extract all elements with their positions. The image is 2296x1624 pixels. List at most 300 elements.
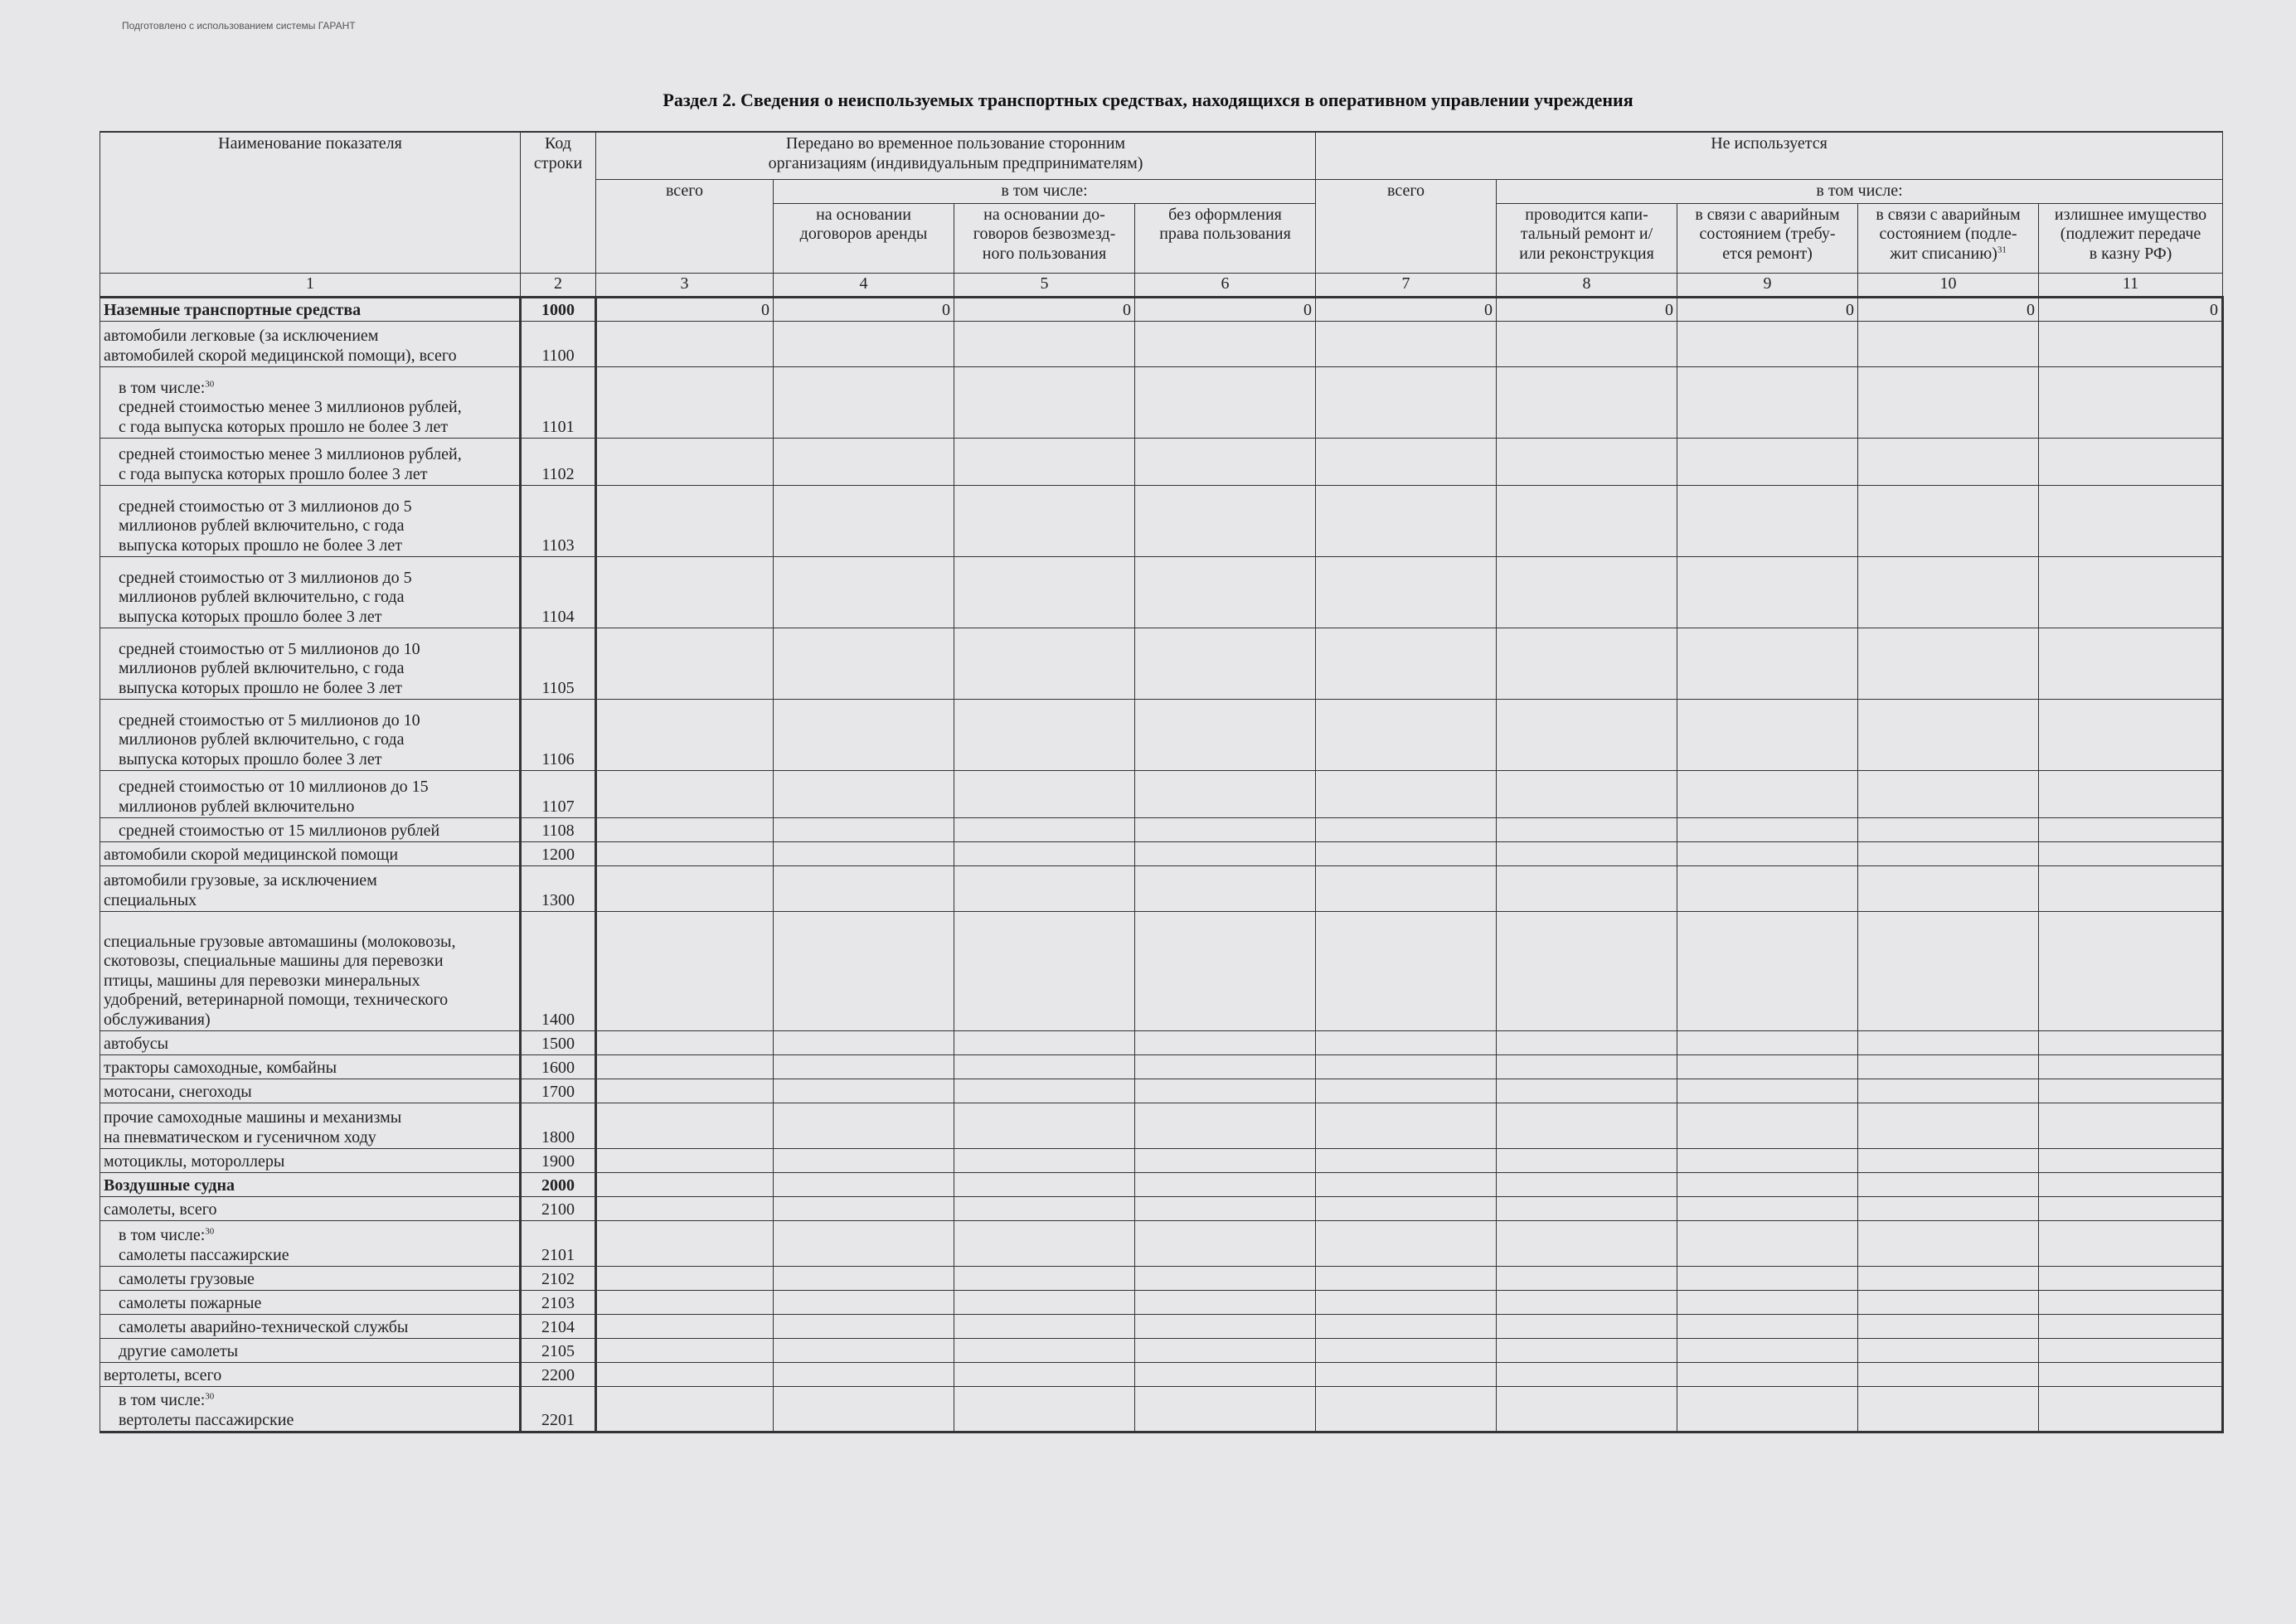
value-cell[interactable] (596, 1386, 774, 1432)
table-row (100, 1148, 2223, 1172)
value-cell[interactable] (1316, 1386, 1497, 1432)
value-cell[interactable] (1316, 628, 1497, 699)
value-cell[interactable] (1316, 556, 1497, 628)
value-cell[interactable] (2039, 699, 2223, 770)
value-cell[interactable] (2039, 1362, 2223, 1386)
value-cell[interactable] (2039, 911, 2223, 1030)
value-cell[interactable] (1497, 1172, 1677, 1196)
value-cell[interactable] (1677, 1196, 1858, 1220)
value-cell[interactable] (1677, 1030, 1858, 1054)
value-cell[interactable] (1858, 1054, 2039, 1079)
value-cell[interactable] (774, 865, 954, 911)
value-cell[interactable] (2039, 841, 2223, 865)
value-cell[interactable] (596, 1220, 774, 1266)
value-cell[interactable] (774, 556, 954, 628)
value-cell[interactable] (1316, 1172, 1497, 1196)
value-cell[interactable] (2039, 628, 2223, 699)
value-cell[interactable] (596, 628, 774, 699)
row-code: 1100 (521, 321, 596, 366)
row-label: средней стоимостью от 3 миллионов до 5 миллионов рублей включительно, с года выпуска которых прошло более 3 лет (100, 556, 521, 628)
value-cell[interactable] (1858, 1266, 2039, 1290)
value-cell[interactable]: 0 (596, 297, 774, 321)
value-cell[interactable] (1858, 1172, 2039, 1196)
value-cell[interactable] (1316, 321, 1497, 366)
row-code: 1108 (521, 817, 596, 841)
value-cell[interactable] (1858, 699, 2039, 770)
value-cell[interactable] (1316, 1148, 1497, 1172)
value-cell[interactable] (1135, 556, 1316, 628)
value-cell[interactable] (954, 699, 1135, 770)
value-cell[interactable] (1858, 865, 2039, 911)
row-code: 2103 (521, 1290, 596, 1314)
value-cell[interactable] (596, 1172, 774, 1196)
value-cell[interactable] (596, 1079, 774, 1103)
value-cell[interactable] (1135, 1266, 1316, 1290)
value-cell[interactable] (1497, 556, 1677, 628)
value-cell[interactable] (2039, 1338, 2223, 1362)
value-cell[interactable] (774, 699, 954, 770)
value-cell[interactable] (596, 1290, 774, 1314)
value-cell[interactable] (1135, 366, 1316, 438)
row-code: 1300 (521, 865, 596, 911)
value-cell[interactable] (774, 1314, 954, 1338)
value-cell[interactable] (1135, 1172, 1316, 1196)
row-label: автомобили грузовые, за исключением специальных (100, 865, 521, 911)
table-row (100, 438, 2223, 485)
value-cell[interactable] (1316, 438, 1497, 485)
value-cell[interactable] (954, 1220, 1135, 1266)
value-cell[interactable] (1677, 841, 1858, 865)
value-cell[interactable] (596, 911, 774, 1030)
value-cell[interactable] (1677, 321, 1858, 366)
value-cell[interactable] (1316, 1196, 1497, 1220)
value-cell[interactable] (1316, 1103, 1497, 1148)
value-cell[interactable] (596, 1148, 774, 1172)
value-cell[interactable] (1677, 366, 1858, 438)
row-label: тракторы самоходные, комбайны (100, 1054, 521, 1079)
value-cell[interactable] (1677, 628, 1858, 699)
value-cell[interactable] (1858, 1386, 2039, 1432)
header-code: Код строки (521, 132, 596, 273)
value-cell[interactable] (596, 321, 774, 366)
value-cell[interactable] (1677, 770, 1858, 817)
value-cell[interactable] (1858, 628, 2039, 699)
row-label: средней стоимостью от 5 миллионов до 10 миллионов рублей включительно, с года выпуска которых прошло не более 3 лет (100, 628, 521, 699)
row-code: 1000 (521, 297, 596, 321)
value-cell[interactable] (1316, 1220, 1497, 1266)
value-cell[interactable] (2039, 1196, 2223, 1220)
column-number: 7 (1316, 273, 1497, 297)
value-cell[interactable] (1677, 911, 1858, 1030)
value-cell[interactable] (1316, 770, 1497, 817)
value-cell[interactable] (774, 628, 954, 699)
value-cell[interactable] (954, 841, 1135, 865)
value-cell[interactable] (1316, 817, 1497, 841)
value-cell[interactable] (1858, 817, 2039, 841)
value-cell[interactable] (1677, 1314, 1858, 1338)
row-label: в том числе:$^{30}$ средней стоимостью менее 3 миллионов рублей, с года выпуска которых прошло не более 3 лет (100, 366, 521, 438)
value-cell[interactable] (1135, 770, 1316, 817)
value-cell[interactable] (1858, 770, 2039, 817)
value-cell[interactable] (954, 770, 1135, 817)
value-cell[interactable] (774, 1338, 954, 1362)
value-cell[interactable] (2039, 1386, 2223, 1432)
value-cell[interactable] (2039, 1148, 2223, 1172)
value-cell[interactable] (954, 865, 1135, 911)
value-cell[interactable] (1677, 1362, 1858, 1386)
value-cell[interactable] (2039, 1220, 2223, 1266)
value-cell[interactable] (1135, 1196, 1316, 1220)
value-cell[interactable] (954, 1314, 1135, 1338)
value-cell[interactable] (1677, 1172, 1858, 1196)
value-cell[interactable] (2039, 1266, 2223, 1290)
row-code: 1800 (521, 1103, 596, 1148)
header-emergency-writeoff: в связи с аварийным состоянием (подле- жит списанию)$^{31}$ (1858, 203, 2039, 273)
value-cell[interactable] (954, 1196, 1135, 1220)
value-cell[interactable] (1135, 911, 1316, 1030)
value-cell[interactable] (2039, 770, 2223, 817)
table-row (100, 628, 2223, 699)
value-cell[interactable] (1135, 1054, 1316, 1079)
value-cell[interactable] (2039, 366, 2223, 438)
value-cell[interactable] (1677, 556, 1858, 628)
value-cell[interactable] (596, 1030, 774, 1054)
value-cell[interactable] (1316, 1079, 1497, 1103)
value-cell[interactable] (1135, 1314, 1316, 1338)
value-cell[interactable] (1497, 1362, 1677, 1386)
value-cell[interactable] (1316, 841, 1497, 865)
row-label: самолеты грузовые (100, 1266, 521, 1290)
value-cell[interactable] (774, 770, 954, 817)
value-cell[interactable] (596, 1362, 774, 1386)
value-cell[interactable] (1135, 1386, 1316, 1432)
table-row (100, 1196, 2223, 1220)
value-cell[interactable] (1135, 1030, 1316, 1054)
value-cell[interactable] (1497, 1314, 1677, 1338)
value-cell[interactable]: 0 (1135, 297, 1316, 321)
value-cell[interactable] (1677, 817, 1858, 841)
header-name: Наименование показателя (100, 132, 521, 273)
value-cell[interactable] (1497, 841, 1677, 865)
value-cell[interactable] (1135, 1148, 1316, 1172)
value-cell[interactable] (1316, 366, 1497, 438)
value-cell[interactable] (774, 1030, 954, 1054)
value-cell[interactable] (596, 485, 774, 556)
value-cell[interactable] (2039, 1030, 2223, 1054)
value-cell[interactable] (774, 1290, 954, 1314)
value-cell[interactable] (1497, 1148, 1677, 1172)
value-cell[interactable] (1858, 1196, 2039, 1220)
value-cell[interactable] (1316, 1290, 1497, 1314)
value-cell[interactable] (774, 1103, 954, 1148)
value-cell[interactable] (1497, 1054, 1677, 1079)
value-cell[interactable]: 0 (954, 297, 1135, 321)
value-cell[interactable] (1316, 1054, 1497, 1079)
value-cell[interactable] (1135, 1079, 1316, 1103)
row-code: 1105 (521, 628, 596, 699)
header-no-rights: без оформления права пользования (1135, 203, 1316, 273)
value-cell[interactable] (954, 1266, 1135, 1290)
value-cell[interactable] (1135, 628, 1316, 699)
value-cell[interactable] (1497, 699, 1677, 770)
value-cell[interactable] (774, 1386, 954, 1432)
value-cell[interactable] (1316, 485, 1497, 556)
value-cell[interactable] (596, 1266, 774, 1290)
value-cell[interactable] (1135, 865, 1316, 911)
value-cell[interactable] (1316, 1030, 1497, 1054)
value-cell[interactable] (1135, 1338, 1316, 1362)
value-cell[interactable] (1135, 1220, 1316, 1266)
value-cell[interactable] (1316, 865, 1497, 911)
value-cell[interactable] (1497, 1030, 1677, 1054)
value-cell[interactable] (954, 1362, 1135, 1386)
value-cell[interactable] (1135, 817, 1316, 841)
value-cell[interactable] (1677, 1079, 1858, 1103)
value-cell[interactable] (774, 817, 954, 841)
value-cell[interactable] (596, 817, 774, 841)
table-row (100, 841, 2223, 865)
value-cell[interactable] (596, 1103, 774, 1148)
value-cell[interactable] (774, 1266, 954, 1290)
header-total-not-used: всего (1316, 179, 1497, 273)
value-cell[interactable] (1677, 699, 1858, 770)
row-label: автомобили легковые (за исключением автомобилей скорой медицинской помощи), всего (100, 321, 521, 366)
value-cell[interactable] (596, 865, 774, 911)
value-cell[interactable] (1858, 438, 2039, 485)
row-label: прочие самоходные машины и механизмы на пневматическом и гусеничном ходу (100, 1103, 521, 1148)
value-cell[interactable] (2039, 1079, 2223, 1103)
value-cell[interactable] (1677, 865, 1858, 911)
value-cell[interactable] (596, 1196, 774, 1220)
value-cell[interactable] (596, 1054, 774, 1079)
value-cell[interactable] (954, 485, 1135, 556)
column-number: 6 (1135, 273, 1316, 297)
value-cell[interactable] (1135, 699, 1316, 770)
value-cell[interactable] (1316, 1314, 1497, 1338)
value-cell[interactable] (2039, 321, 2223, 366)
value-cell[interactable] (1135, 321, 1316, 366)
value-cell[interactable] (1497, 1220, 1677, 1266)
value-cell[interactable] (1497, 438, 1677, 485)
header-lease: на основании договоров аренды (774, 203, 954, 273)
value-cell[interactable] (1497, 911, 1677, 1030)
header-total-transferred: всего (596, 179, 774, 273)
value-cell[interactable]: 0 (1316, 297, 1497, 321)
value-cell[interactable] (1316, 1362, 1497, 1386)
row-label: Наземные транспортные средства (100, 297, 521, 321)
value-cell[interactable] (774, 1054, 954, 1079)
table-row (100, 1054, 2223, 1079)
value-cell[interactable] (1497, 485, 1677, 556)
value-cell[interactable] (596, 438, 774, 485)
value-cell[interactable] (596, 1314, 774, 1338)
value-cell[interactable] (954, 1103, 1135, 1148)
value-cell[interactable] (1858, 485, 2039, 556)
value-cell[interactable] (774, 911, 954, 1030)
value-cell[interactable] (1497, 1079, 1677, 1103)
row-label: самолеты пожарные (100, 1290, 521, 1314)
value-cell[interactable]: 0 (2039, 297, 2223, 321)
value-cell[interactable] (1135, 1290, 1316, 1314)
value-cell[interactable]: 0 (774, 297, 954, 321)
table-row (100, 1386, 2223, 1432)
value-cell[interactable] (2039, 438, 2223, 485)
table-row (100, 911, 2223, 1030)
value-cell[interactable] (2039, 1172, 2223, 1196)
value-cell[interactable] (1858, 1290, 2039, 1314)
value-cell[interactable] (774, 321, 954, 366)
value-cell[interactable] (774, 1362, 954, 1386)
value-cell[interactable] (1497, 1266, 1677, 1290)
value-cell[interactable] (954, 628, 1135, 699)
value-cell[interactable] (596, 841, 774, 865)
value-cell[interactable] (1677, 1103, 1858, 1148)
value-cell[interactable] (954, 1290, 1135, 1314)
value-cell[interactable] (1135, 841, 1316, 865)
value-cell[interactable] (596, 699, 774, 770)
value-cell[interactable]: 0 (1497, 297, 1677, 321)
value-cell[interactable] (1858, 1314, 2039, 1338)
value-cell[interactable] (774, 1196, 954, 1220)
value-cell[interactable] (1858, 1079, 2039, 1103)
value-cell[interactable] (1497, 628, 1677, 699)
value-cell[interactable] (1677, 1266, 1858, 1290)
row-label: специальные грузовые автомашины (молоковозы, скотовозы, специальные машины для перевозки птицы, машины для перевозки минеральных удобрений, ветеринарной помощи, технического обслуживания) (100, 911, 521, 1030)
value-cell[interactable] (1677, 1338, 1858, 1362)
value-cell[interactable] (954, 1054, 1135, 1079)
value-cell[interactable] (1135, 1103, 1316, 1148)
value-cell[interactable] (1316, 911, 1497, 1030)
row-label: средней стоимостью от 5 миллионов до 10 миллионов рублей включительно, с года выпуска которых прошло более 3 лет (100, 699, 521, 770)
value-cell[interactable] (1858, 1362, 2039, 1386)
value-cell[interactable] (2039, 556, 2223, 628)
value-cell[interactable] (1858, 841, 2039, 865)
row-code: 2104 (521, 1314, 596, 1338)
row-code: 1104 (521, 556, 596, 628)
value-cell[interactable] (1858, 1030, 2039, 1054)
value-cell[interactable] (1677, 1220, 1858, 1266)
value-cell[interactable] (954, 438, 1135, 485)
row-code: 1102 (521, 438, 596, 485)
value-cell[interactable] (1677, 438, 1858, 485)
column-number: 11 (2039, 273, 2223, 297)
value-cell[interactable] (1677, 1148, 1858, 1172)
value-cell[interactable] (954, 1172, 1135, 1196)
value-cell[interactable] (1316, 699, 1497, 770)
value-cell[interactable] (1858, 556, 2039, 628)
row-code: 2102 (521, 1266, 596, 1290)
column-number: 1 (100, 273, 521, 297)
value-cell[interactable] (1135, 485, 1316, 556)
value-cell[interactable] (596, 770, 774, 817)
row-label: средней стоимостью от 3 миллионов до 5 миллионов рублей включительно, с года выпуска которых прошло не более 3 лет (100, 485, 521, 556)
value-cell[interactable] (1858, 1148, 2039, 1172)
value-cell[interactable] (954, 1030, 1135, 1054)
value-cell[interactable] (954, 1338, 1135, 1362)
value-cell[interactable] (774, 1079, 954, 1103)
row-label: средней стоимостью менее 3 миллионов рублей, с года выпуска которых прошло более 3 лет (100, 438, 521, 485)
row-code: 2200 (521, 1362, 596, 1386)
value-cell[interactable] (954, 911, 1135, 1030)
value-cell[interactable] (774, 1172, 954, 1196)
value-cell[interactable] (596, 556, 774, 628)
value-cell[interactable] (1858, 1220, 2039, 1266)
value-cell[interactable] (2039, 485, 2223, 556)
value-cell[interactable] (954, 321, 1135, 366)
value-cell[interactable] (1497, 366, 1677, 438)
value-cell[interactable] (1316, 1338, 1497, 1362)
value-cell[interactable] (1497, 817, 1677, 841)
value-cell[interactable] (1497, 1103, 1677, 1148)
value-cell[interactable] (1497, 865, 1677, 911)
table-row (100, 865, 2223, 911)
value-cell[interactable] (954, 366, 1135, 438)
table-row (100, 1314, 2223, 1338)
value-cell[interactable] (1677, 1386, 1858, 1432)
value-cell[interactable] (774, 366, 954, 438)
value-cell[interactable] (1858, 1103, 2039, 1148)
value-cell[interactable] (954, 1148, 1135, 1172)
value-cell[interactable] (1677, 1290, 1858, 1314)
value-cell[interactable] (1316, 1266, 1497, 1290)
value-cell[interactable] (774, 438, 954, 485)
value-cell[interactable] (954, 1386, 1135, 1432)
value-cell[interactable] (2039, 865, 2223, 911)
value-cell[interactable] (1858, 911, 2039, 1030)
value-cell[interactable] (2039, 1290, 2223, 1314)
value-cell[interactable] (1497, 1386, 1677, 1432)
value-cell[interactable] (1497, 1338, 1677, 1362)
value-cell[interactable] (2039, 1314, 2223, 1338)
value-cell[interactable] (954, 817, 1135, 841)
value-cell[interactable]: 0 (1677, 297, 1858, 321)
table-row (100, 1220, 2223, 1266)
value-cell[interactable] (1677, 1054, 1858, 1079)
value-cell[interactable] (774, 485, 954, 556)
value-cell[interactable] (954, 1079, 1135, 1103)
value-cell[interactable] (1135, 1362, 1316, 1386)
header-including-not-used: в том числе: (1497, 179, 2223, 203)
value-cell[interactable] (1497, 1290, 1677, 1314)
value-cell[interactable] (1677, 485, 1858, 556)
value-cell[interactable] (954, 556, 1135, 628)
value-cell[interactable] (1858, 321, 2039, 366)
value-cell[interactable] (2039, 1103, 2223, 1148)
row-label: вертолеты, всего (100, 1362, 521, 1386)
table-row (100, 366, 2223, 438)
value-cell[interactable] (2039, 1054, 2223, 1079)
row-code: 1106 (521, 699, 596, 770)
value-cell[interactable] (1497, 1196, 1677, 1220)
header-surplus: излишнее имущество (подлежит передаче в казну РФ) (2039, 203, 2223, 273)
value-cell[interactable] (774, 1220, 954, 1266)
header-transferred-group: Передано во временное пользование сторонним организациям (индивидуальным предпринимателям) (596, 132, 1316, 179)
value-cell[interactable] (596, 1338, 774, 1362)
value-cell[interactable] (1497, 770, 1677, 817)
value-cell[interactable] (1858, 366, 2039, 438)
value-cell[interactable] (2039, 817, 2223, 841)
value-cell[interactable] (1858, 1338, 2039, 1362)
value-cell[interactable] (1497, 321, 1677, 366)
value-cell[interactable]: 0 (1858, 297, 2039, 321)
value-cell[interactable] (774, 1148, 954, 1172)
value-cell[interactable] (596, 366, 774, 438)
row-code: 2105 (521, 1338, 596, 1362)
table-row (100, 1362, 2223, 1386)
table-row (100, 321, 2223, 366)
value-cell[interactable] (1135, 438, 1316, 485)
value-cell[interactable] (774, 841, 954, 865)
